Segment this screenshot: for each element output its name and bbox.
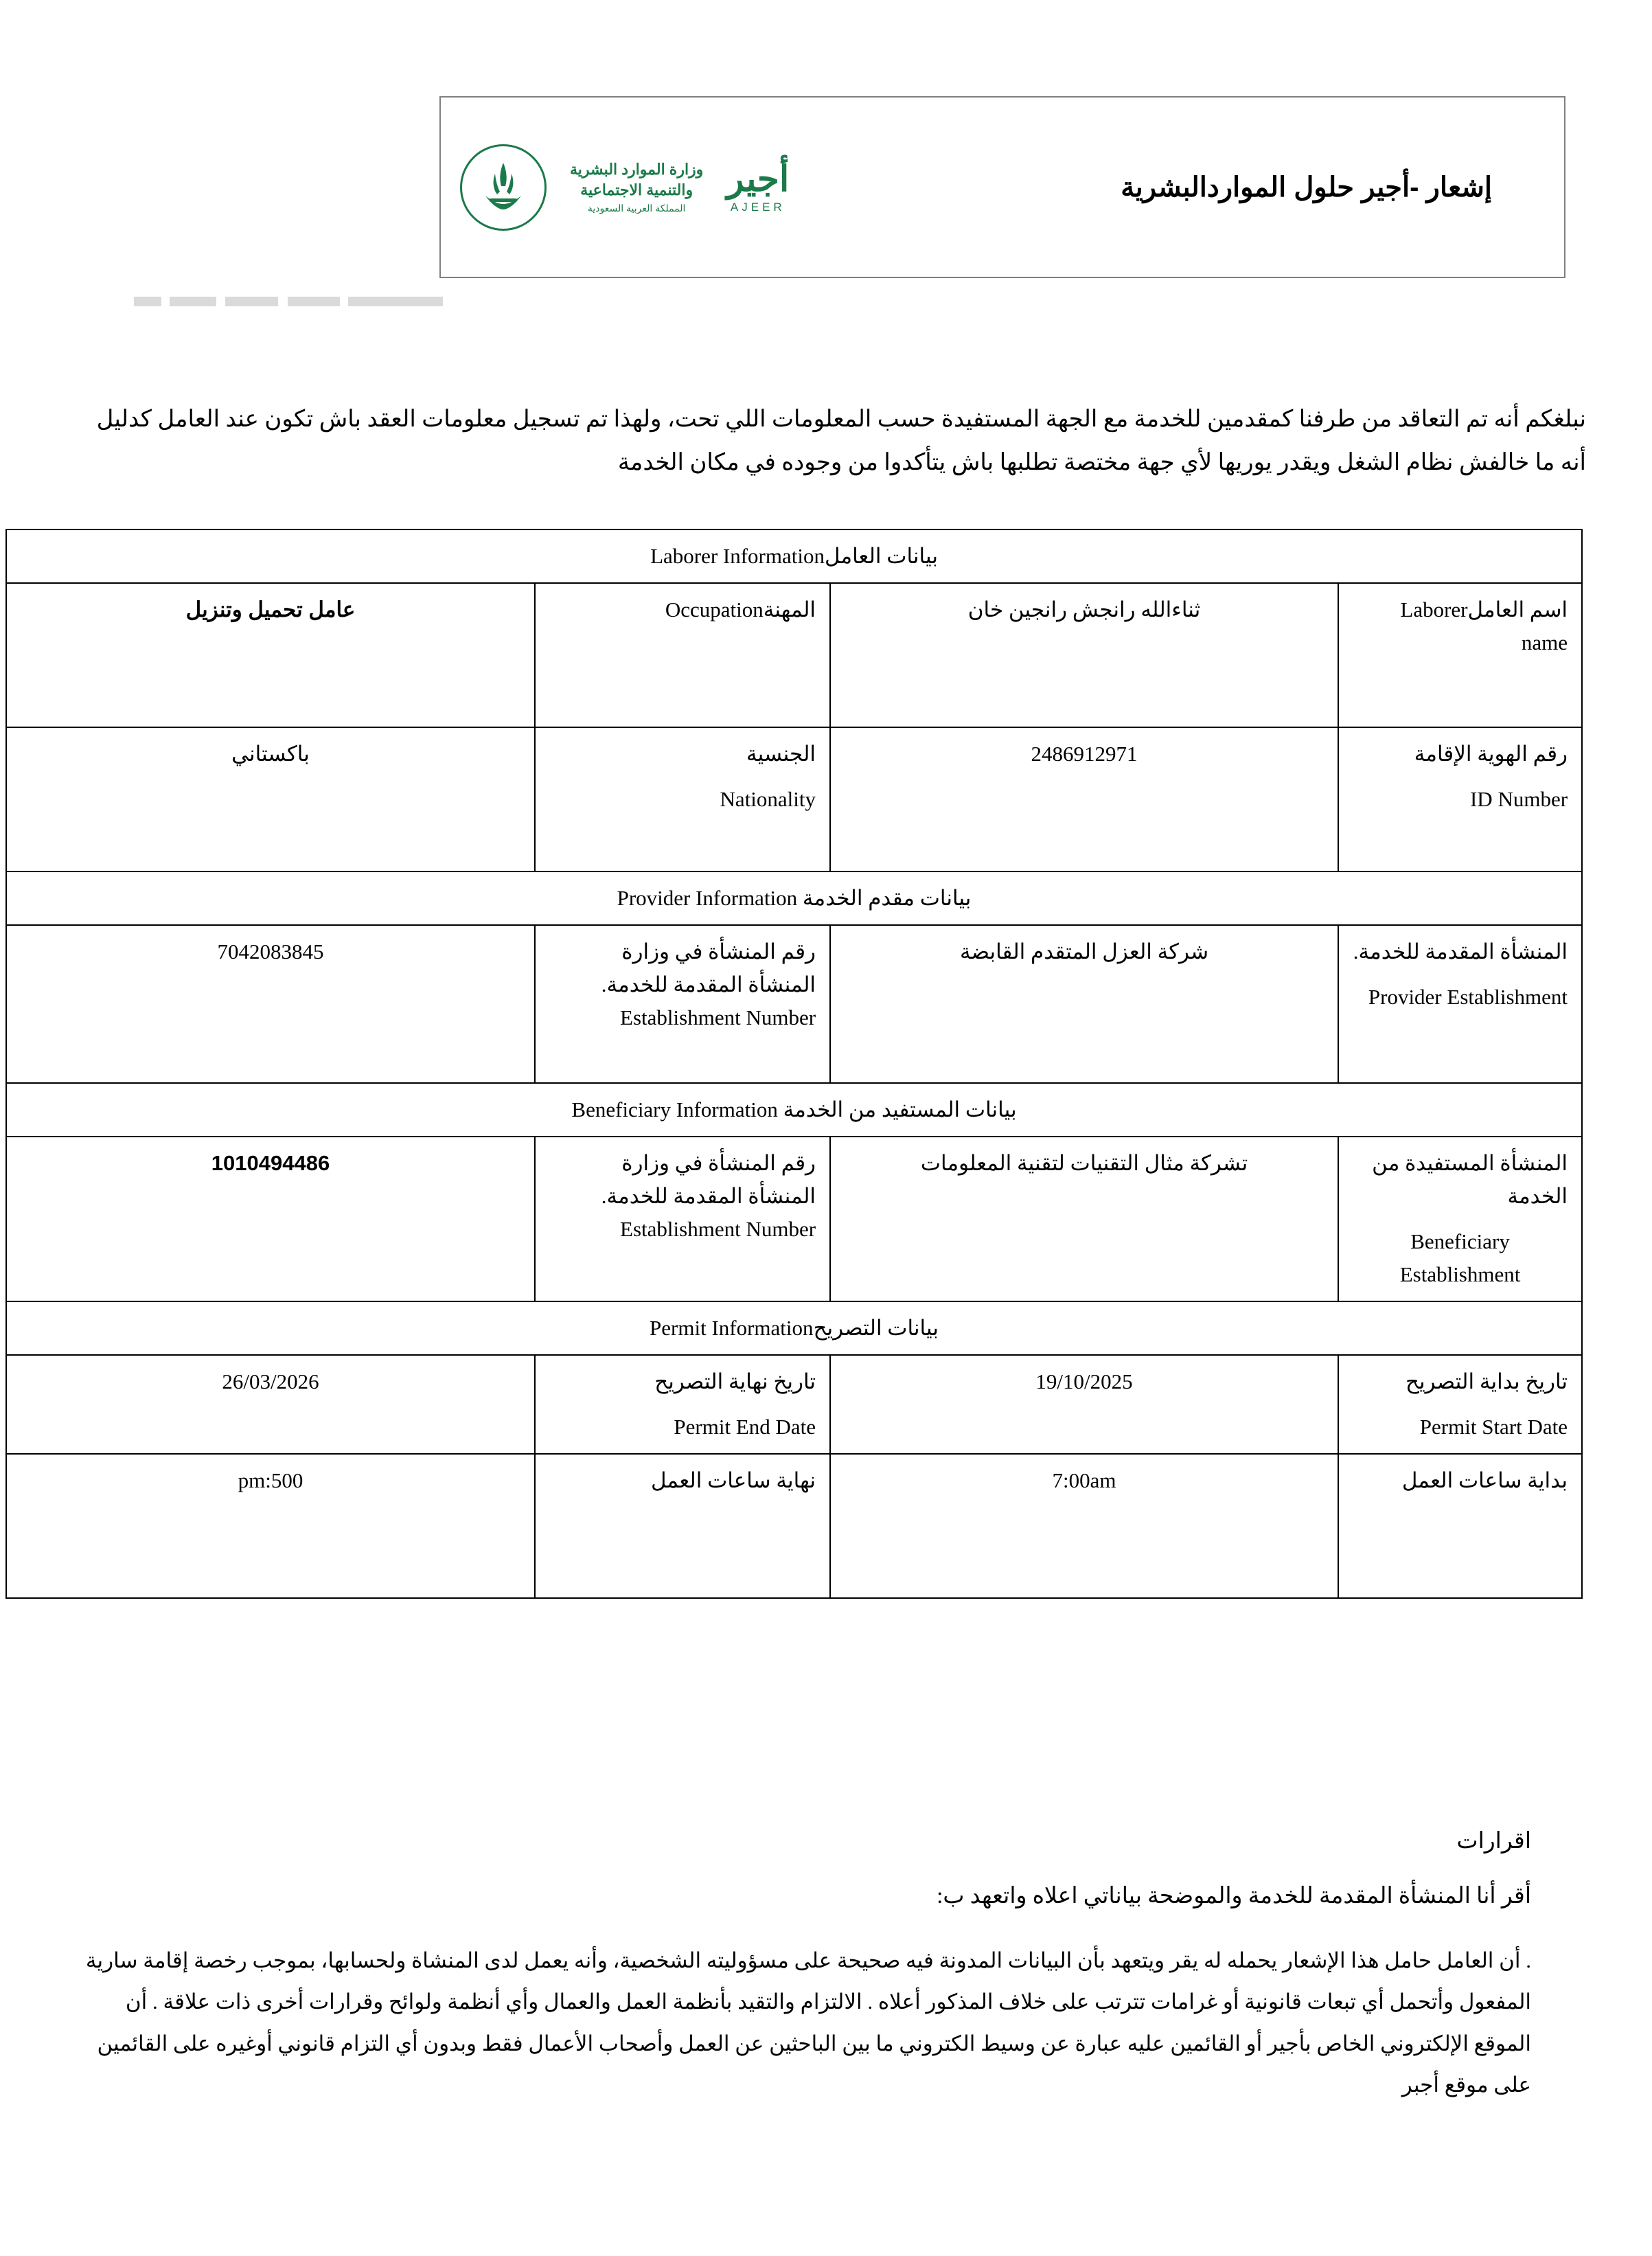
table-row-beneficiary <box>6 1137 1582 1301</box>
beneficiary-establishment-label <box>1338 1137 1582 1301</box>
nationality-label-en: Nationality <box>720 787 816 812</box>
table-row-permit-hours <box>6 1454 1582 1598</box>
ajeer-logo-latin: AJEER <box>730 201 785 214</box>
provider-establishment-value: شركة العزل المتقدم القابضة <box>830 925 1338 1083</box>
laborer-name-value: ثناءالله رانجش رانجين خان <box>830 583 1338 727</box>
table-row-laborer-name <box>6 583 1582 727</box>
beneficiary-estnum-label-ar: رقم المنشأة في وزارة المنشأة المقدمة للخدمة. <box>601 1151 816 1209</box>
beneficiary-establishment-label-en1: Beneficiary <box>1410 1229 1510 1254</box>
section-header-permit-label: بيانات التصريحPermit Information <box>6 1301 1582 1355</box>
intro-paragraph: نبلغكم أنه تم التعاقد من طرفنا كمقدمين للخدمة مع الجهة المستفيدة حسب المعلومات اللي تحت، ولهذا تم تسجيل معلومات العقد باش تكون عند العامل كدليل أنه ما خالفش نظام الشغل ويقدر يوريها لأي جهة مختصة تطلبها باش يتأكدوا من وجوده في مكان الخدمة <box>96 407 1586 475</box>
id-number-label-ar: رقم الهوية الإقامة <box>1414 742 1568 766</box>
section-header-beneficiary-label: بيانات المستفيد من الخدمة Beneficiary Information <box>6 1083 1582 1137</box>
declarations-intro: أقر أنا المنشأة المقدمة للخدمة والموضحة بياناتي اعلاه واتعهد ب: <box>937 1884 1531 1909</box>
occupation-label: المهنةOccupation <box>535 583 830 727</box>
beneficiary-establishment-number-value: 1010494486 <box>6 1137 535 1301</box>
header-logos <box>441 144 789 231</box>
nationality-label <box>535 727 830 871</box>
ministry-logo <box>570 159 703 215</box>
saudi-emblem-icon <box>460 144 547 231</box>
beneficiary-establishment-value: تشركة مثال التقنيات لتقنية المعلومات <box>830 1137 1338 1301</box>
work-start-hour-value: 7:00am <box>830 1454 1338 1598</box>
beneficiary-establishment-label-ar: المنشأة المستفيدة من الخدمة <box>1372 1151 1568 1209</box>
nationality-value: باكستاني <box>6 727 535 871</box>
id-number-label-en: ID Number <box>1469 787 1568 812</box>
beneficiary-estnum-label-en: Establishment Number <box>620 1217 816 1242</box>
beneficiary-establishment-number-label <box>535 1137 830 1301</box>
declarations-title: اقرارات <box>1456 1829 1531 1854</box>
permit-start-date-label-ar: تاريخ بداية التصريح <box>1406 1369 1568 1394</box>
section-header-provider-label: بيانات مقدم الخدمة Provider Information <box>6 871 1582 925</box>
permit-start-date-label-en: Permit Start Date <box>1419 1415 1568 1439</box>
permit-start-date-value: 19/10/2025 <box>830 1355 1338 1454</box>
section-header-beneficiary <box>6 1083 1582 1137</box>
permit-end-date-label-en: Permit End Date <box>674 1415 816 1439</box>
ministry-line-3: المملكة العربية السعودية <box>587 203 686 214</box>
permit-start-date-label <box>1338 1355 1582 1454</box>
notice-data-table <box>5 529 1583 1599</box>
work-start-hour-label: بداية ساعات العمل <box>1338 1454 1582 1598</box>
table-row-laborer-id <box>6 727 1582 871</box>
provider-establishment-label-en: Provider Establishment <box>1368 985 1568 1010</box>
provider-estnum-label-ar2: المنشأة المقدمة للخدمة. <box>601 972 816 997</box>
table-row-permit-dates <box>6 1355 1582 1454</box>
provider-establishment-number-value: 7042083845 <box>6 925 535 1083</box>
ajeer-logo <box>726 161 789 213</box>
ajeer-logo-arabic: أجير <box>726 159 790 199</box>
page-title: إشعار -أجير حلول المواردالبشرية <box>1121 172 1492 203</box>
ministry-line-2: والتنمية الاجتماعية <box>580 181 693 198</box>
table-row-provider <box>6 925 1582 1083</box>
work-end-hour-label: نهاية ساعات العمل <box>535 1454 830 1598</box>
provider-establishment-label <box>1338 925 1582 1083</box>
document-header <box>439 96 1565 278</box>
laborer-name-label: اسم العاملLaborer name <box>1338 583 1582 727</box>
nationality-label-ar: الجنسية <box>746 742 816 766</box>
declarations-body: . أن العامل حامل هذا الإشعار يحمله له يقر ويتعهد بأن البيانات المدونة فيه صحيحة على مسؤوليته الشخصية، وأنه يعمل لدى المنشاة ولحسابها، بموجب رخصة إقامة سارية المفعول وأتحمل أي تبعات قانونية أو غرامات تترتب على خلاف المذكور أعلاه . الالتزام والتقيد بأنظمة العمل والعمال وأي أنظمة ولوائح وقرارات أخرى ذات علاقة . أن الموقع الإلكتروني الخاص بأجير أو القائمين عليه عبارة عن وسيط الكتروني ما بين الباحثين عن العمل وأصحاب الأعمال فقط وبدون أي التزام قانوني أوغيره على القائمين على موقع أجبر <box>85 1948 1531 2097</box>
permit-end-date-label-ar: تاريخ نهاية التصريح <box>654 1369 816 1394</box>
section-header-permit <box>6 1301 1582 1355</box>
id-number-value: 2486912971 <box>830 727 1338 871</box>
beneficiary-establishment-label-en2: Establishment <box>1399 1262 1521 1287</box>
section-header-provider <box>6 871 1582 925</box>
ministry-line-1: وزارة الموارد البشرية <box>570 160 704 178</box>
provider-establishment-label-ar: المنشأة المقدمة للخدمة. <box>1353 939 1568 964</box>
provider-estnum-label-en: Establishment Number <box>620 1005 816 1030</box>
section-header-laborer-label: بيانات العاملLaborer Information <box>6 529 1582 583</box>
provider-establishment-number-label <box>535 925 830 1083</box>
faint-artifact-line <box>134 297 443 306</box>
provider-estnum-label-ar1: رقم المنشأة في وزارة <box>621 939 816 964</box>
permit-end-date-value: 26/03/2026 <box>6 1355 535 1454</box>
occupation-value: عامل تحميل وتنزيل <box>6 583 535 727</box>
id-number-label <box>1338 727 1582 871</box>
section-header-laborer <box>6 529 1582 583</box>
work-end-hour-value: 500:pm <box>6 1454 535 1598</box>
permit-end-date-label <box>535 1355 830 1454</box>
